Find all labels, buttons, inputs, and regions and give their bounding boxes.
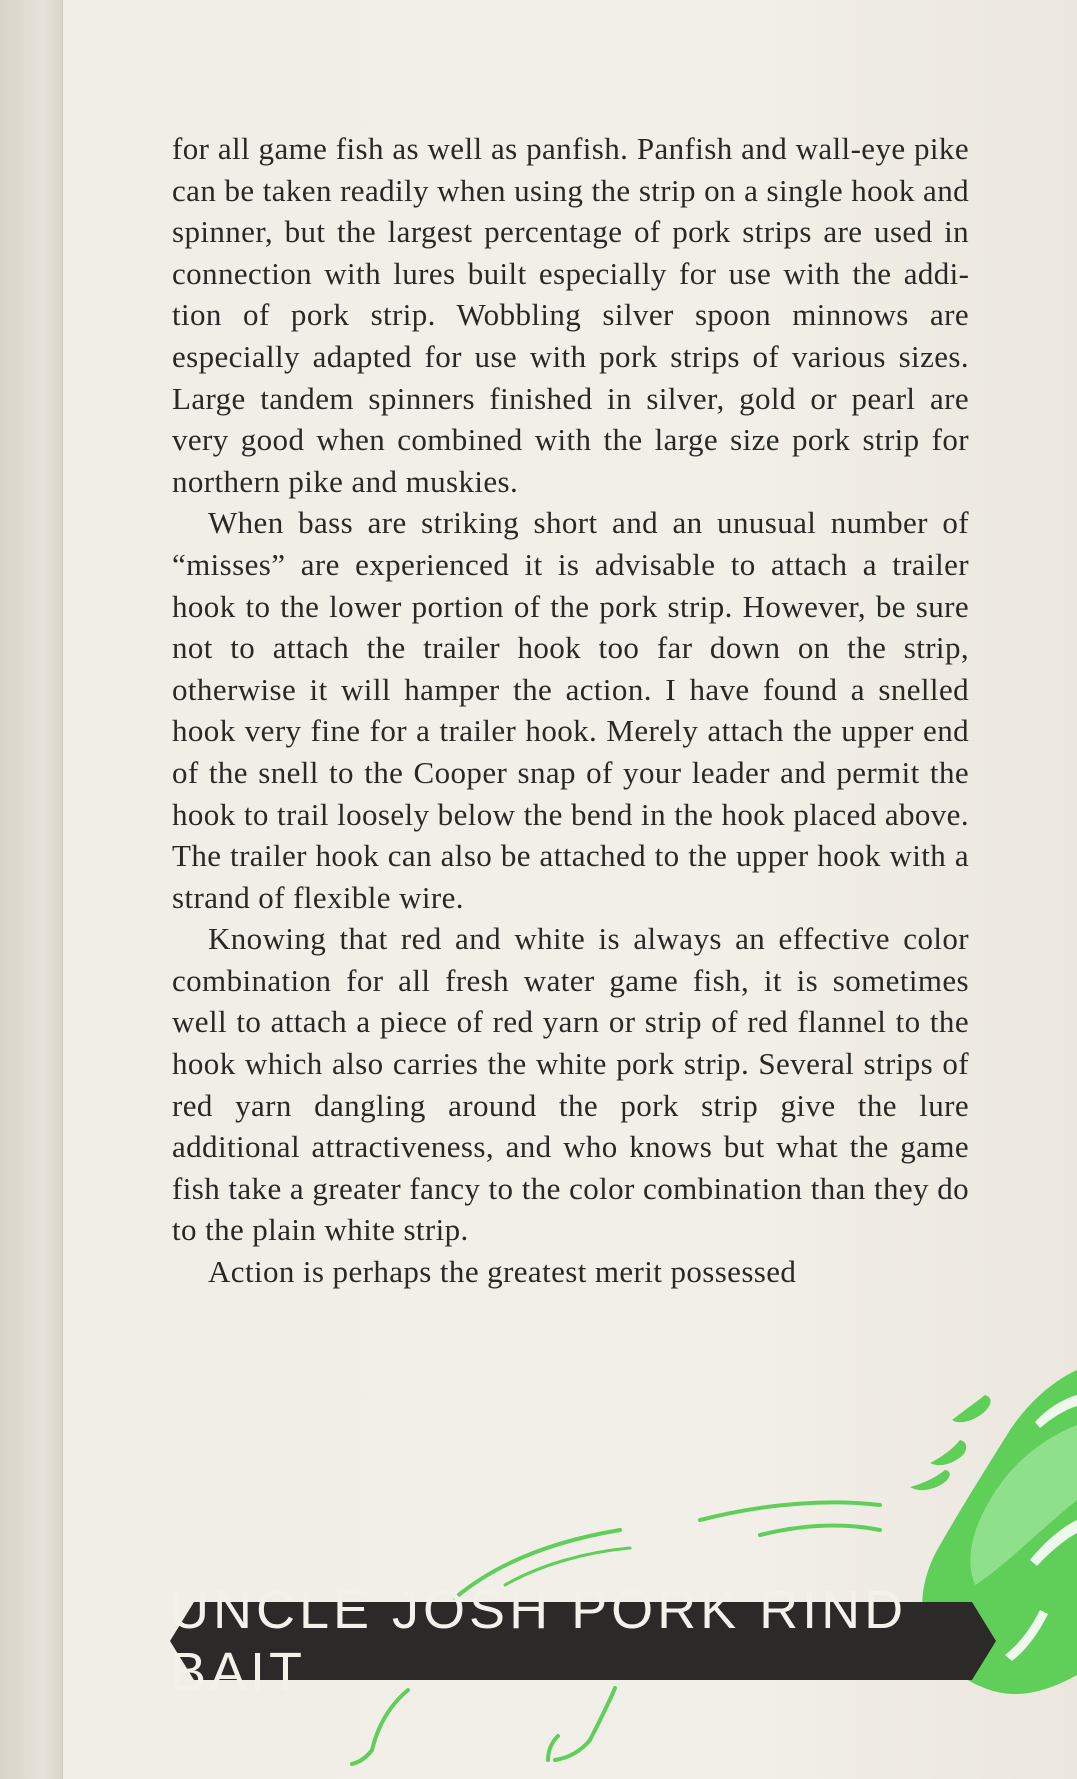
paragraph-2: When bass are striking short and an unusual number of “misses” are experienced it is advisable to attach a trailer hook to the lower portion of the pork strip. However, be sure not to attach the trailer hook too far down on the strip, otherwise it will hamper the action. I have found a snelled hook very fine for a trailer hook. Merely attach the upper end of the snell to the Cooper snap of your leader and permit the hook to trail loosely below the bend in the hook placed above. The trailer hook can also be attached to the upper hook with a strand of flexible wire. <box>172 505 969 915</box>
body-text <box>172 128 969 1293</box>
paragraph-1: for all game fish as well as panfish. Panfish and wall-eye pike can be taken readily when using the strip on a single hook and spinner, but the largest percentage of pork strips are used in connection with lures built especially for use with the addition of pork strip. Wobbling silver spoon minnows are especially adapted for use with pork strips of various sizes. Large tandem spinners finished in silver, gold or pearl are very good when combined with the large size pork strip for northern pike and muskies. <box>172 131 969 499</box>
banner-text: UNCLE JOSH PORK RIND BAIT <box>170 1580 908 1702</box>
brand-banner <box>170 1580 996 1702</box>
paragraph-4: Action is perhaps the greatest merit possessed <box>208 1254 797 1290</box>
paragraph-3: Knowing that red and white is always an effective color combination for all fresh water game fish, it is sometimes well to attach a piece of red yarn or strip of red flannel to the hook which also carries the white pork strip. Several strips of red yarn dangling around the pork strip give the lure additional attractiveness, and who knows but what the game fish take a greater fancy to the color combination than they do to the plain white strip. <box>172 921 969 1248</box>
